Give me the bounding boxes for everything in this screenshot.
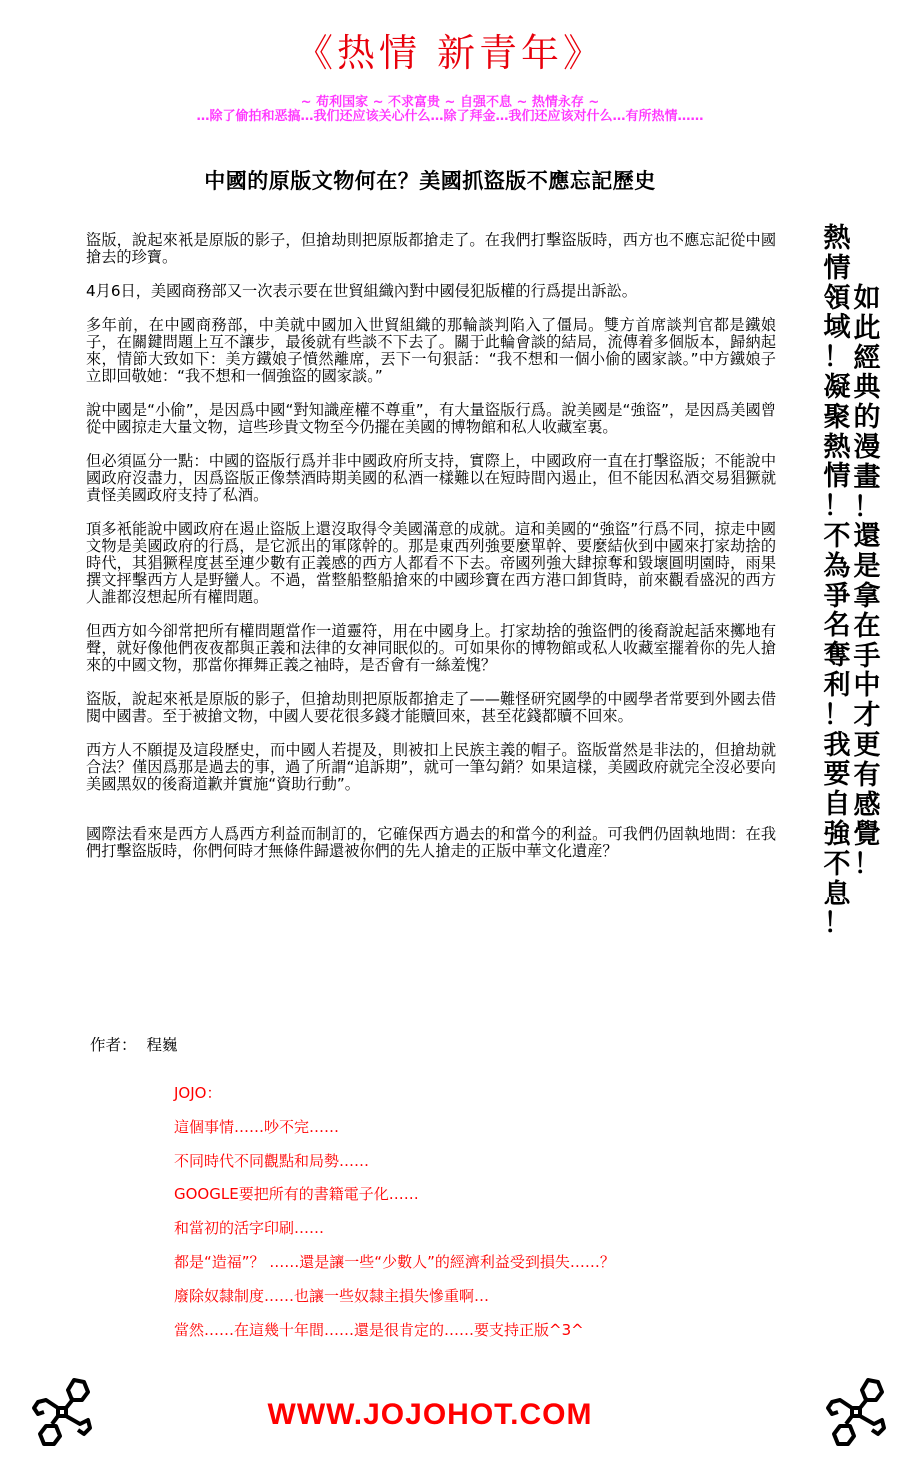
vertical-char: 還: [853, 521, 881, 553]
vertical-char: 要: [823, 759, 851, 791]
vertical-char: 此: [853, 312, 881, 344]
article-paragraph: 盜版，說起來衹是原版的影子，但搶劫則把原版都搶走了。在我們打擊盜版時，西方也不應忘記從中國搶去的珍寶。: [86, 231, 776, 266]
vertical-char: 領: [823, 282, 851, 314]
author-label: 作者：: [90, 1036, 137, 1054]
vertical-char: 經: [853, 342, 881, 374]
article-paragraph: 但必須區分一點：中國的盜版行爲并非中國政府所支持，實際上，中國政府一直在打擊盜版；不能說中國政府沒盡力，因爲盜版正像禁酒時期美國的私酒一樣難以在短時間內遏止，但不能因私酒交易猖獗就責怪美國政府支持了私酒。: [86, 452, 776, 504]
vertical-char: 才: [853, 700, 881, 732]
vertical-char: 手: [853, 640, 881, 672]
vertical-slogan-right: [852, 284, 882, 880]
vertical-char: ！: [853, 849, 881, 881]
vertical-char: 強: [823, 818, 851, 850]
article-body: [86, 232, 776, 877]
vertical-char: 聚: [823, 401, 851, 433]
article-paragraph: 西方人不願提及這段歷史，而中國人若提及，則被扣上民族主義的帽子。盜版當然是非法的，但搶劫就合法？僅因爲那是過去的事，過了所謂“追訴期”，就可一筆勾銷？如果這樣，美國政府就完全沒必要向美國黑奴的後裔道歉并實施“資助行動”。: [86, 741, 776, 793]
vertical-char: 感: [853, 789, 881, 821]
vertical-char: 利: [823, 669, 851, 701]
vertical-char: 不: [823, 520, 851, 552]
comment-line: 廢除奴隸制度……也讓一些奴隸主損失慘重啊…: [174, 1286, 490, 1305]
vertical-char: 為: [823, 550, 851, 582]
vertical-char: 奪: [823, 640, 851, 672]
vertical-char: ！: [823, 491, 851, 523]
vertical-char: 是: [853, 551, 881, 583]
vertical-char: 典: [853, 372, 881, 404]
vertical-char: 名: [823, 610, 851, 642]
vertical-char: 情: [823, 461, 851, 493]
slogan-line-2: …除了偷拍和恶搞…我们还应该关心什么…除了拜金…我们还应该对什么…有所热情……: [196, 109, 704, 124]
article-paragraph: 多年前，在中國商務部，中美就中國加入世貿組織的那輪談判陷入了僵局。雙方首席談判官都是鐵娘子，在關鍵問題上互不讓步，最後就有些談不下去了。關于此輪會談的結局，流傳着多個版本，歸納起來，情節大致如下：美方鐵娘子憤然離席，丟下一句狠話：“我不想和一個小偷的國家談。”中方鐵娘子立即回敬她：“我不想和一個強盜的國家談。”: [86, 316, 776, 385]
vertical-char: 畫: [853, 461, 881, 493]
comment-line: JOJO：: [174, 1084, 222, 1102]
vertical-char: 息: [823, 878, 851, 910]
vertical-char: 不: [823, 848, 851, 880]
vertical-char: 熱: [823, 431, 851, 463]
vertical-char: 凝: [823, 371, 851, 403]
comment-line: GOOGLE要把所有的書籍電子化……: [174, 1185, 419, 1204]
comment-line: 和當初的活字印刷……: [174, 1219, 325, 1238]
vertical-char: 如: [853, 283, 881, 314]
article-paragraph: 4月6日，美國商務部又一次表示要在世貿組織內對中國侵犯版權的行爲提出訴訟。: [86, 282, 637, 300]
vertical-char: 中: [853, 670, 881, 702]
vertical-char: 域: [823, 312, 851, 344]
article-paragraph: 頂多衹能說中國政府在遏止盜版上還沒取得令美國滿意的成就。這和美國的“強盜”行爲不同，掠走中國文物是美國政府的行爲，是它派出的軍隊幹的。那是東西列強要麼單幹、要麼結伙到中國來打家劫捨的時代，其猖獗程度甚至連少數有正義感的西方人都看不下去。帝國列強大肆掠奪和毀壞圓明園時，雨果撰文抨擊西方人是野蠻人。不過，當整船整船搶來的中國珍寶在西方港口卸貨時，前來觀看盛況的西方人誰都沒想起所有權問題。: [86, 520, 776, 606]
vertical-char: 爭: [823, 580, 851, 612]
slogan-line-1: ~ 苟利国家 ~ 不求富贵 ~ 自强不息 ~ 热情永存 ~: [300, 95, 600, 110]
vertical-slogan-left: [822, 224, 852, 939]
author-name: 程巍: [146, 1036, 178, 1054]
site-title: 《热情 新青年》: [294, 31, 606, 75]
vertical-char: 更: [853, 729, 881, 761]
vertical-char: 熱: [823, 223, 851, 254]
article-paragraph: 國際法看來是西方人爲西方利益而制訂的，它確保西方過去的和當今的利益。可我們仍固執地問：在我們打擊盜版時，你們何時才無條件歸還被你們的先人搶走的正版中華文化遺産？: [86, 825, 776, 860]
article-paragraph: 說中國是“小偷”，是因爲中國“對知識産權不尊重”，有大量盜版行爲。說美國是“強盜”，是因爲美國曾從中國掠走大量文物，這些珍貴文物至今仍擺在美國的博物館和私人收藏室裏。: [86, 401, 776, 436]
comment-line: 都是“造福”？ ……還是讓一些“少數人”的經濟利益受到損失……？: [174, 1252, 615, 1271]
vertical-char: 漫: [853, 431, 881, 463]
vertical-char: 自: [823, 789, 851, 821]
site-url-link[interactable]: WWW.JOJOHOT.COM: [267, 1398, 593, 1431]
vertical-char: ！: [823, 342, 851, 374]
vertical-char: 情: [823, 252, 851, 284]
article-headline: 中國的原版文物何在？美國抓盜版不應忘記歷史: [204, 169, 656, 193]
vertical-char: 的: [853, 402, 881, 434]
author-line: [90, 1033, 188, 1055]
vertical-char: 拿: [853, 580, 881, 612]
article-paragraph: 盜版，說起來衹是原版的影子，但搶劫則把原版都搶走了——難怪研究國學的中國學者常要到外國去借閱中國書。至于被搶文物，中國人要花很多錢才能贖回來，甚至花錢都贖不回來。: [86, 690, 776, 725]
vertical-char: ！: [823, 908, 851, 940]
comment-line: 不同時代不同觀點和局勢……: [174, 1151, 370, 1170]
comment-line: 這個事情……吵不完……: [174, 1117, 340, 1136]
editor-comments: [174, 1083, 615, 1353]
vertical-char: ！: [823, 699, 851, 731]
vertical-char: 在: [853, 610, 881, 642]
article-paragraph: 但西方如今卻常把所有權問題當作一道靈符，用在中國身上。打家劫捨的強盜們的後裔說起話來擲地有聲，就好像他們夜夜都與正義和法律的女神同眠似的。可如果你的博物館或私人收藏室擺着你的先人搶來的中國文物，那當你揮舞正義之袖時，是否會有一絲羞愧？: [86, 622, 776, 674]
vertical-char: ！: [853, 491, 881, 523]
vertical-char: 覺: [853, 819, 881, 851]
comment-line: 當然……在這幾十年間……還是很肯定的……要支持正版^3^: [174, 1320, 584, 1339]
vertical-char: 我: [823, 729, 851, 761]
vertical-char: 有: [853, 759, 881, 791]
